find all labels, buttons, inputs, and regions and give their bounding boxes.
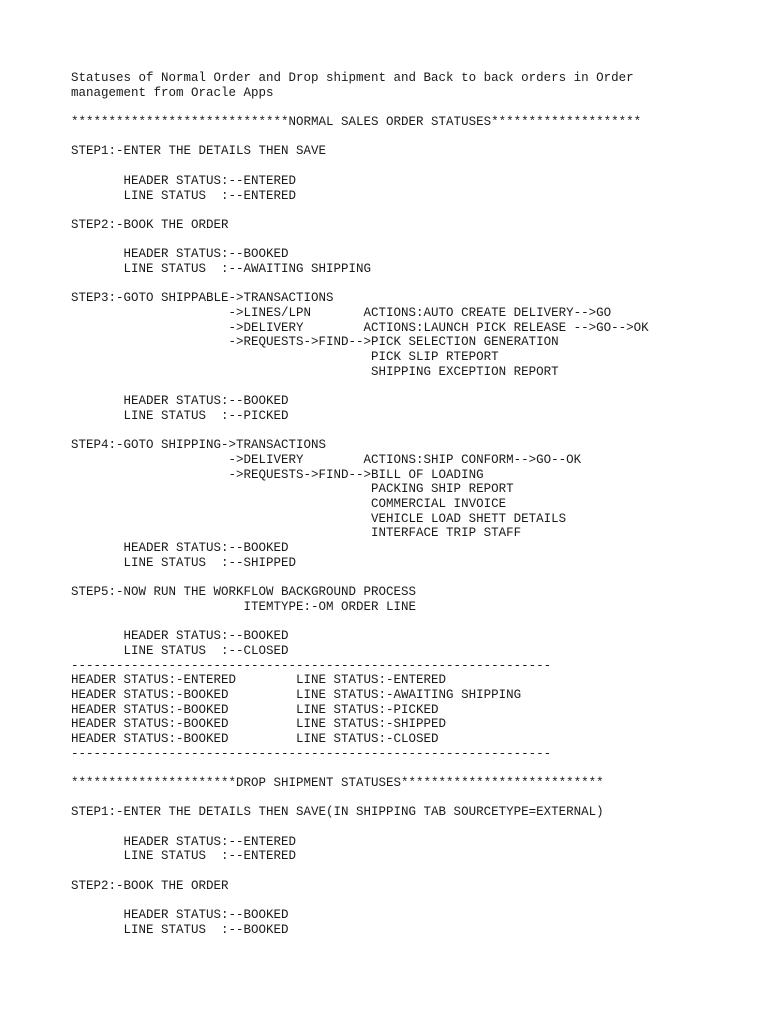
text-line: *****************************NORMAL SALES ORDER STATUSES******************** [71, 115, 642, 130]
text-line: STEP2:-BOOK THE ORDER [71, 217, 229, 232]
text-line: LINE STATUS :--ENTERED [71, 188, 297, 203]
text-line: PICK SLIP RTEPORT [71, 350, 499, 365]
text-line [71, 570, 751, 585]
text-line: LINE STATUS :--PICKED [71, 408, 289, 423]
text-line [71, 203, 751, 218]
text-line [71, 791, 751, 806]
text-line: LINE STATUS :--SHIPPED [71, 555, 297, 570]
text-line [71, 277, 751, 292]
text-line: STEP1:-ENTER THE DETAILS THEN SAVE(IN SHIPPING TAB SOURCETYPE=EXTERNAL) [71, 805, 604, 820]
text-line: VEHICLE LOAD SHETT DETAILS [71, 511, 567, 526]
text-line [71, 233, 751, 248]
text-line: ---------------------------------------------------------------- [71, 746, 552, 761]
text-line: management from Oracle Apps [71, 85, 274, 100]
text-line: ---------------------------------------------------------------- [71, 658, 552, 673]
text-line: Statuses of Normal Order and Drop shipment and Back to back orders in Order [71, 71, 634, 85]
text-line: ->DELIVERY ACTIONS:SHIP CONFORM-->GO--OK [71, 452, 582, 467]
text-line: LINE STATUS :--CLOSED [71, 643, 289, 658]
text-line: ->DELIVERY ACTIONS:LAUNCH PICK RELEASE -->GO-->OK [71, 320, 649, 335]
text-line [71, 894, 751, 909]
text-line [71, 159, 751, 174]
text-line: STEP3:-GOTO SHIPPABLE->TRANSACTIONS [71, 291, 334, 306]
text-line: INTERFACE TRIP STAFF [71, 526, 522, 541]
text-line: ->LINES/LPN ACTIONS:AUTO CREATE DELIVERY-->GO [71, 306, 612, 320]
text-line: ->REQUESTS->FIND-->BILL OF LOADING [71, 467, 484, 482]
text-line: **********************DROP SHIPMENT STATUSES*************************** [71, 776, 604, 790]
text-line: HEADER STATUS:--BOOKED [71, 394, 289, 409]
text-line: HEADER STATUS:-BOOKED LINE STATUS:-AWAITING SHIPPING [71, 687, 522, 702]
text-line: HEADER STATUS:--ENTERED [71, 834, 297, 849]
document-body [71, 71, 751, 938]
text-line: HEADER STATUS:-BOOKED LINE STATUS:-SHIPPED [71, 717, 447, 732]
text-line: SHIPPING EXCEPTION REPORT [71, 364, 559, 379]
text-line: HEADER STATUS:-ENTERED LINE STATUS:-ENTERED [71, 673, 447, 688]
text-line: HEADER STATUS:--ENTERED [71, 173, 297, 188]
text-line: ->REQUESTS->FIND-->PICK SELECTION GENERATION [71, 335, 559, 350]
text-line [71, 424, 751, 439]
text-line: LINE STATUS :--ENTERED [71, 849, 297, 864]
text-line: ITEMTYPE:-OM ORDER LINE [71, 599, 417, 614]
text-line: PACKING SHIP REPORT [71, 482, 514, 497]
text-line [71, 761, 751, 776]
text-line: HEADER STATUS:--BOOKED [71, 247, 289, 262]
text-line: COMMERCIAL INVOICE [71, 496, 507, 511]
text-line [71, 379, 751, 394]
text-line [71, 864, 751, 879]
text-line: LINE STATUS :--AWAITING SHIPPING [71, 261, 372, 276]
text-line: HEADER STATUS:--BOOKED [71, 908, 289, 923]
text-line [71, 614, 751, 629]
text-line: STEP1:-ENTER THE DETAILS THEN SAVE [71, 144, 327, 159]
text-line [71, 820, 751, 835]
text-line: STEP5:-NOW RUN THE WORKFLOW BACKGROUND PROCESS [71, 585, 417, 600]
text-line: HEADER STATUS:--BOOKED [71, 629, 289, 644]
text-line: HEADER STATUS:-BOOKED LINE STATUS:-CLOSED [71, 731, 439, 746]
text-line [71, 130, 751, 145]
text-line: HEADER STATUS:--BOOKED [71, 541, 289, 555]
text-line: STEP2:-BOOK THE ORDER [71, 878, 229, 893]
text-line: HEADER STATUS:-BOOKED LINE STATUS:-PICKED [71, 702, 439, 717]
text-line: LINE STATUS :--BOOKED [71, 922, 289, 937]
text-line [71, 100, 751, 115]
text-line: STEP4:-GOTO SHIPPING->TRANSACTIONS [71, 438, 327, 453]
